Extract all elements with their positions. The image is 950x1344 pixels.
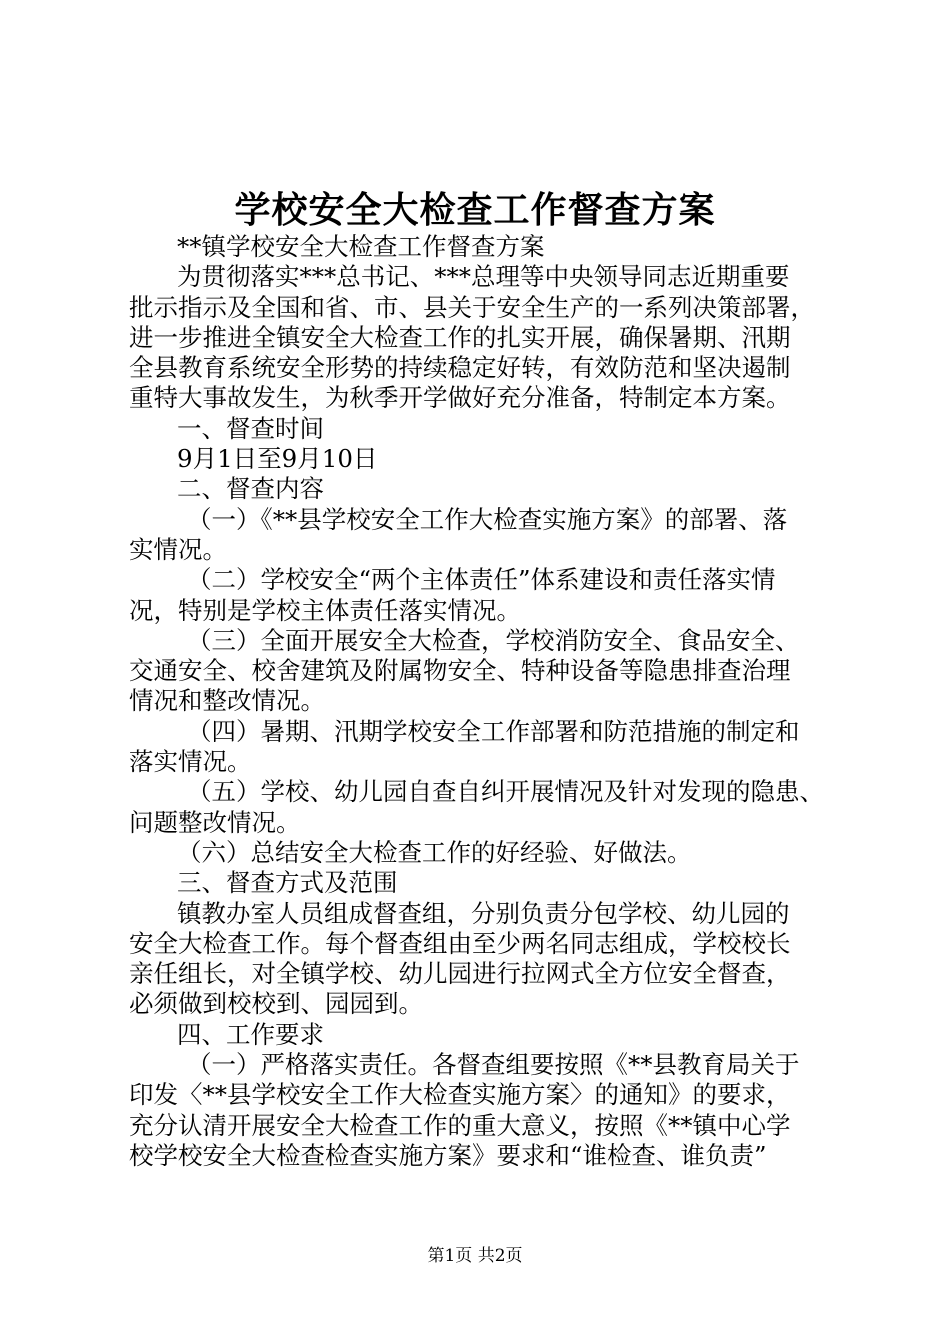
body-line: 印发〈**县学校安全工作大检查实施方案〉的通知》的要求， — [129, 1080, 791, 1110]
body-line: （三）全面开展安全大检查，学校消防安全、食品安全、 — [187, 625, 800, 655]
body-line: 9月1日至9月10日 — [177, 444, 378, 474]
body-line: （五）学校、幼儿园自查自纠开展情况及针对发现的隐患、 — [187, 777, 824, 807]
body-line: 充分认清开展安全大检查工作的重大意义，按照《**镇中心学 — [129, 1110, 791, 1140]
body-line: （六）总结安全大检查工作的好经验、好做法。 — [177, 837, 692, 867]
body-line: 镇教办室人员组成督查组，分别负责分包学校、幼儿园的 — [177, 898, 790, 928]
body-line: 全县教育系统安全形势的持续稳定好转，有效防范和坚决遏制 — [129, 353, 791, 383]
body-line: 批示指示及全国和省、市、县关于安全生产的一系列决策部署， — [129, 292, 815, 322]
body-line: 为贯彻落实***总书记、***总理等中央领导同志近期重要 — [177, 262, 790, 292]
body-line: 二、督查内容 — [177, 474, 324, 504]
body-line: 实情况。 — [129, 534, 227, 564]
body-line: 落实情况。 — [129, 747, 252, 777]
body-line: 进一步推进全镇安全大检查工作的扎实开展，确保暑期、汛期 — [129, 322, 791, 352]
document-title: 学校安全大检查工作督查方案 — [234, 189, 716, 231]
body-line: 必须做到校校到、园园到。 — [129, 989, 423, 1019]
body-line: 三、督查方式及范围 — [177, 868, 398, 898]
body-line: **镇学校安全大检查工作督查方案 — [177, 232, 545, 261]
body-line: 问题整改情况。 — [129, 807, 301, 837]
document-body — [129, 232, 841, 1171]
body-line: 校学校安全大检查检查实施方案》要求和“谁检查、谁负责” — [129, 1140, 767, 1170]
body-line: （二）学校安全“两个主体责任”体系建设和责任落实情 — [187, 565, 776, 595]
body-line: 况，特别是学校主体责任落实情况。 — [129, 595, 521, 625]
body-line: （一）严格落实责任。各督查组要按照《**县教育局关于 — [187, 1050, 800, 1080]
body-line: 重特大事故发生，为秋季开学做好充分准备，特制定本方案。 — [129, 383, 791, 413]
body-line: 情况和整改情况。 — [129, 686, 325, 716]
body-line: （一）《**县学校安全工作大检查实施方案》的部署、落 — [187, 504, 788, 534]
body-line: 安全大检查工作。每个督查组由至少两名同志组成，学校校长 — [129, 928, 791, 958]
body-line: （四）暑期、汛期学校安全工作部署和防范措施的制定和 — [187, 716, 800, 746]
body-line: 亲任组长，对全镇学校、幼儿园进行拉网式全方位安全督查， — [129, 959, 791, 989]
body-line: 四、工作要求 — [177, 1019, 324, 1049]
page-footer: 第1页 共2页 — [427, 1246, 523, 1266]
body-line: 交通安全、校舍建筑及附属物安全、特种设备等隐患排查治理 — [129, 656, 791, 686]
body-line: 一、督查时间 — [177, 413, 324, 443]
